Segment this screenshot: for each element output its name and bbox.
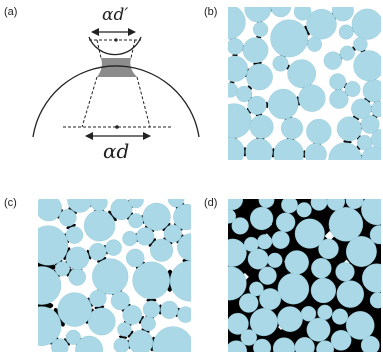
particle-packing-b	[228, 7, 381, 160]
large-particle-center	[115, 125, 119, 129]
large-cone-right	[137, 77, 150, 127]
particle-disk	[354, 51, 381, 81]
particle-disk	[345, 81, 360, 96]
particle-disk	[249, 282, 263, 296]
panel-label-d: (d)	[204, 197, 218, 209]
particle-disk	[177, 307, 191, 323]
particle-disk	[272, 231, 290, 249]
particle-disk	[307, 37, 322, 52]
particle-disk	[285, 251, 309, 275]
particle-disk	[276, 213, 295, 232]
particle-disk	[84, 210, 115, 241]
particle-disk	[357, 135, 372, 150]
particle-disk	[136, 228, 154, 246]
particle-disk	[311, 278, 336, 303]
large-cone-left	[82, 77, 97, 127]
particle-disk	[257, 234, 272, 249]
particle-disk	[259, 267, 277, 285]
particle-packing-c	[38, 199, 191, 352]
particle-disk	[143, 301, 160, 318]
particle-disk	[118, 322, 132, 336]
particle-disk	[288, 60, 316, 88]
particle-disk	[55, 262, 70, 277]
particle-disk	[239, 294, 258, 313]
particle-disk	[346, 311, 374, 339]
particle-disk	[243, 38, 268, 63]
particle-disk	[329, 207, 363, 241]
particle-disk	[250, 207, 273, 230]
particle-disk	[306, 119, 331, 144]
particle-disk	[228, 38, 243, 54]
particle-disk	[133, 262, 170, 299]
particle-disk	[346, 236, 376, 266]
particle-disk	[129, 213, 144, 228]
particle-disk	[332, 309, 348, 325]
particle-disk	[66, 247, 89, 270]
particle-disk	[307, 318, 330, 341]
particle-disk	[246, 64, 272, 90]
particle-disk	[111, 199, 132, 220]
particle-disk	[114, 338, 129, 352]
particle-disk	[253, 22, 268, 37]
particle-disk	[351, 99, 371, 119]
small-diameter-label: αd′	[102, 5, 129, 25]
particle-disk	[244, 237, 258, 251]
particle-disk	[150, 239, 173, 262]
particle-disk	[123, 231, 138, 246]
particle-disk	[340, 46, 355, 61]
particle-disk	[297, 202, 312, 217]
particle-disk	[301, 306, 316, 321]
particle-packing-d	[228, 199, 381, 352]
particle-disk	[330, 74, 346, 90]
particle-disk	[143, 203, 171, 231]
particle-disk	[281, 118, 303, 140]
particle-disk	[250, 115, 273, 138]
particle-disk	[89, 243, 106, 260]
particle-disk	[141, 316, 156, 331]
particle-disk	[299, 85, 326, 112]
particle-disk	[331, 330, 351, 350]
particle-disk	[59, 209, 76, 226]
particle-disk	[66, 227, 83, 244]
particle-disk	[268, 253, 283, 268]
panel-label-c: (c)	[4, 197, 17, 209]
particle-disk	[268, 89, 298, 119]
particle-disk	[92, 259, 128, 295]
particle-disk	[311, 258, 331, 278]
particle-disk	[278, 273, 309, 304]
particle-disk	[90, 290, 107, 307]
particle-disk	[129, 330, 153, 352]
particle-disk	[336, 262, 355, 281]
particle-disk	[126, 249, 144, 267]
particle-disk	[69, 269, 86, 286]
particle-disk	[236, 86, 252, 102]
particle-disk	[337, 117, 361, 141]
particle-disk	[353, 37, 367, 51]
particle-disk	[106, 240, 122, 256]
particle-disk	[277, 307, 302, 332]
particle-bridge-schematic	[0, 0, 200, 190]
particle-disk	[361, 336, 379, 352]
particle-disk	[318, 305, 333, 320]
particle-disk	[337, 281, 364, 308]
particle-disk	[330, 90, 349, 109]
particle-disk	[248, 249, 268, 269]
particle-disk	[281, 199, 297, 213]
particle-disk	[319, 239, 339, 259]
panel-label-b: (b)	[204, 6, 218, 18]
particle-disk	[161, 301, 179, 319]
small-particle-center	[114, 38, 117, 41]
particle-disk	[273, 56, 289, 72]
particle-disk	[339, 25, 353, 39]
particle-disk	[88, 308, 115, 335]
panel-label-a: (a)	[4, 6, 18, 18]
particle-disk	[271, 20, 308, 57]
particle-disk	[123, 305, 142, 324]
particle-disk	[58, 293, 92, 327]
particle-disk	[352, 9, 381, 40]
particle-disk	[241, 330, 257, 346]
particle-disk	[324, 52, 342, 70]
particle-disk	[66, 330, 81, 345]
large-diameter-label: αd	[103, 139, 130, 163]
